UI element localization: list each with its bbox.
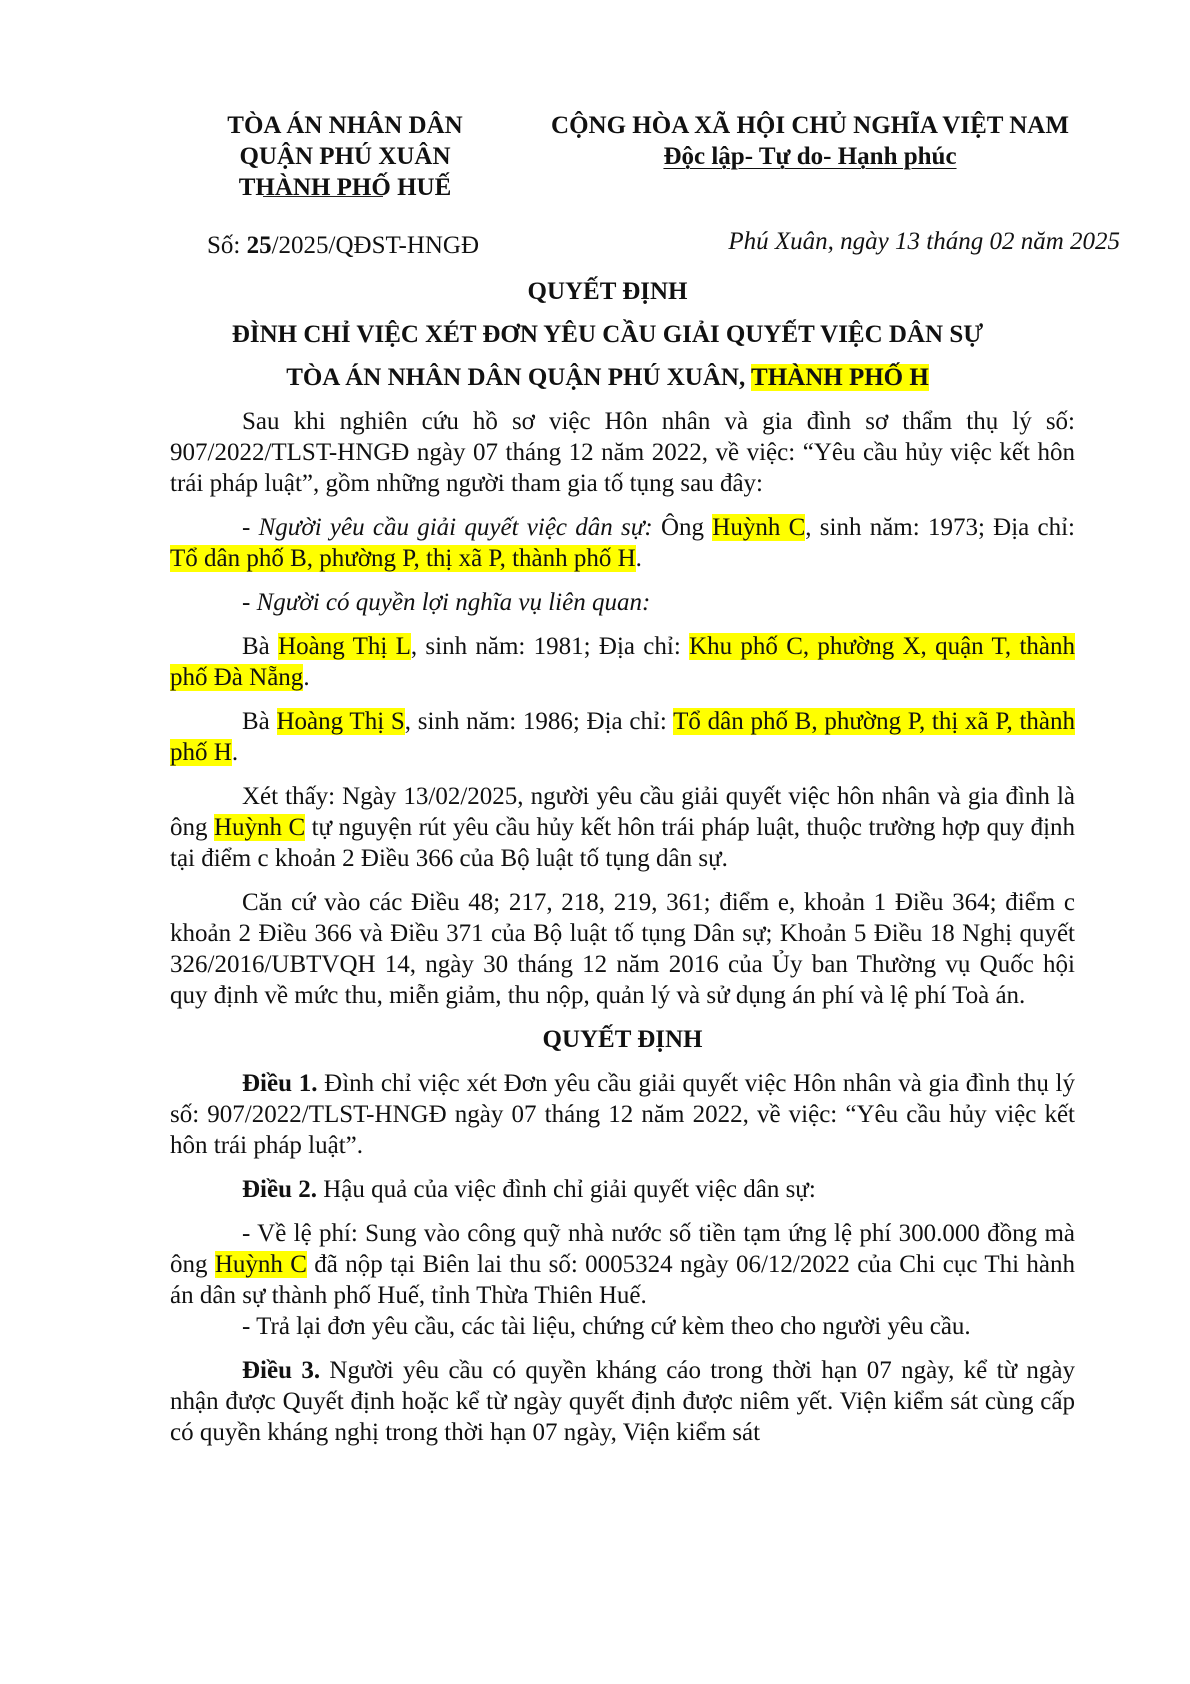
intro-paragraph: Sau khi nghiên cứu hồ sơ việc Hôn nhân và gia đình sơ thẩm thụ lý số: 907/2022/TLST-HNGĐ ngày 07 tháng 12 năm 2022, về việc: “Yêu cầu hủy việc kết hôn trái pháp luật”, gồm những người tham gia tố tụng sau đây: bbox=[170, 408, 1075, 497]
document-body bbox=[170, 406, 1075, 1461]
place-date-line: Phú Xuân, ngày 13 tháng 02 năm 2025 bbox=[728, 228, 1120, 255]
highlighted-name: Hoàng Thị L bbox=[278, 633, 411, 660]
document-subtitle: ĐÌNH CHỈ VIỆC XÉT ĐƠN YÊU CẦU GIẢI QUYẾT VIỆC DÂN SỰ bbox=[231, 321, 984, 348]
highlighted-address: Khu phố C, phường X, quận T, thành phố Đà Nẵng bbox=[170, 633, 1076, 691]
highlighted-redaction: THÀNH PHỐ H bbox=[751, 364, 929, 391]
legal-basis-paragraph: Căn cứ vào các Điều 48; 217, 218, 219, 361; điểm e, khoản 1 Điều 364; điểm c khoản 2 Điều 366 và Điều 371 của Bộ luật tố tụng Dân sự; Khoản 5 Điều 18 Nghị quyết 326/2016/UBTVQH 14, ngày 30 tháng 12 năm 2016 của Ủy ban Thường vụ Quốc hội quy định về mức thu, miễn giảm, thu nộp, quản lý và sử dụng án phí và lệ phí Toà án. bbox=[170, 889, 1075, 1009]
article-1: Điều 1. Đình chỉ việc xét Đơn yêu cầu giải quyết việc Hôn nhân và gia đình thụ lý số: 907/2022/TLST-HNGĐ ngày 07 tháng 12 năm 2022, về việc: “Yêu cầu hủy việc kết hôn trái pháp luật”. bbox=[170, 1070, 1075, 1159]
court-line-3: THÀNH PHỐ HUẾ bbox=[238, 174, 452, 201]
document-number-value: 25 bbox=[246, 232, 272, 259]
decision-heading: QUYẾT ĐỊNH bbox=[542, 1026, 703, 1053]
issuing-court-title: TÒA ÁN NHÂN DÂN QUẬN PHÚ XUÂN, THÀNH PHỐ H bbox=[286, 364, 929, 391]
related-parties-label: - Người có quyền lợi nghĩa vụ liên quan: bbox=[242, 589, 651, 616]
highlighted-address: Tổ dân phố B, phường P, thị xã P, thành phố H bbox=[170, 545, 636, 572]
court-line-1: TÒA ÁN NHÂN DÂN bbox=[227, 112, 463, 139]
highlighted-name: Huỳnh C bbox=[712, 514, 806, 541]
article-2-return-documents: - Trả lại đơn yêu cầu, các tài liệu, chứng cứ kèm theo cho người yêu cầu. bbox=[242, 1313, 971, 1340]
document-title: QUYẾT ĐỊNH bbox=[527, 278, 688, 305]
document-number: Số: 25/2025/QĐST-HNGĐ bbox=[207, 232, 480, 259]
highlighted-name: Hoàng Thị S bbox=[276, 708, 405, 735]
article-2-fee: - Về lệ phí: Sung vào công quỹ nhà nước số tiền tạm ứng lệ phí 300.000 đồng mà ông Huỳnh C đã nộp tại Biên lai thu số: 0005324 ngày 06/12/2022 của Chi cục Thi hành án dân sự thành phố Huế, tỉnh Thừa Thiên Huế. bbox=[170, 1220, 1076, 1309]
petitioner-paragraph: - Người yêu cầu giải quyết việc dân sự: Ông Huỳnh C, sinh năm: 1973; Địa chỉ: Tổ dân phố B, phường P, thị xã P, thành phố H. bbox=[170, 514, 1075, 572]
court-underline bbox=[263, 196, 383, 197]
court-line-2: QUẬN PHÚ XUÂN bbox=[239, 143, 451, 170]
finding-paragraph: Xét thấy: Ngày 13/02/2025, người yêu cầu giải quyết việc hôn nhân và gia đình là ông Huỳnh C tự nguyện rút yêu cầu hủy kết hôn trái pháp luật, thuộc trường hợp quy định tại điểm c khoản 2 Điều 366 của Bộ luật tố tụng dân sự. bbox=[170, 783, 1076, 872]
related-party-2: Bà Hoàng Thị S, sinh năm: 1986; Địa chỉ: Tổ dân phố B, phường P, thị xã P, thành phố H. bbox=[170, 708, 1075, 766]
nation-name: CỘNG HÒA XÃ HỘI CHỦ NGHĨA VIỆT NAM bbox=[551, 112, 1069, 139]
national-motto: Độc lập- Tự do- Hạnh phúc bbox=[663, 143, 957, 170]
court-name-block bbox=[180, 110, 510, 203]
related-party-1: Bà Hoàng Thị L, sinh năm: 1981; Địa chỉ: Khu phố C, phường X, quận T, thành phố Đà Nẵng. bbox=[170, 633, 1076, 691]
article-2: Điều 2. Hậu quả của việc đình chỉ giải quyết việc dân sự: bbox=[242, 1176, 816, 1203]
highlighted-name: Huỳnh C bbox=[213, 814, 306, 841]
highlighted-name: Huỳnh C bbox=[214, 1251, 307, 1278]
highlighted-address: Tổ dân phố B, phường P, thị xã P, thành phố H bbox=[170, 708, 1075, 766]
national-header-block bbox=[530, 110, 1090, 172]
article-3: Điều 3. Người yêu cầu có quyền kháng cáo trong thời hạn 07 ngày, kể từ ngày nhận được Quyết định hoặc kể từ ngày quyết định được niêm yết. Viện kiểm sát cùng cấp có quyền kháng nghị trong thời hạn 07 ngày, Viện kiểm sát bbox=[170, 1357, 1076, 1446]
